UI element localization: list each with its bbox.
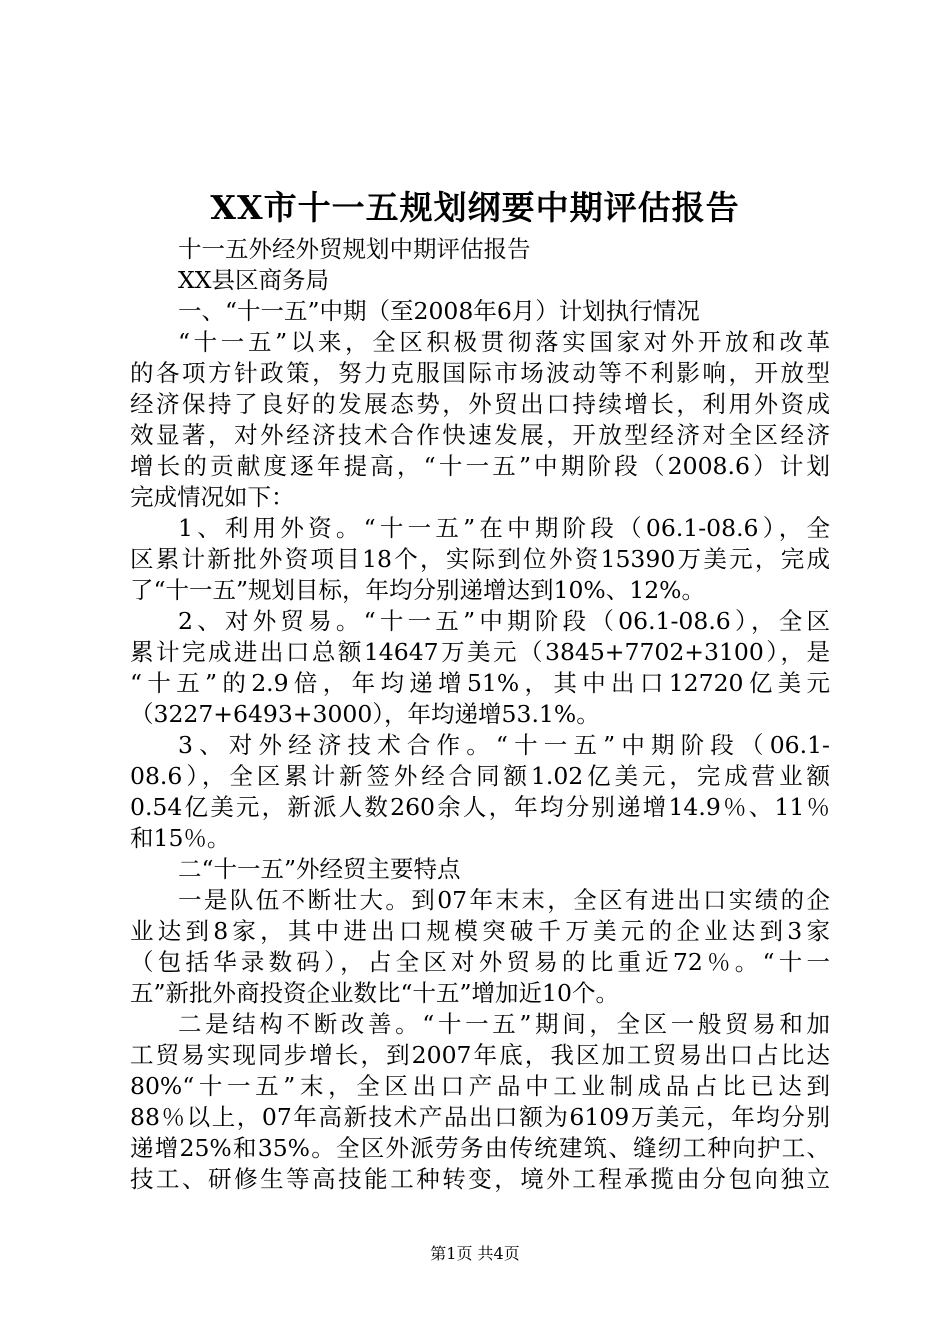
text-line: （包括华录数码），占全区对外贸易的比重近72％。“十一 [130,948,830,976]
text-line: 0.54亿美元，新派人数260余人，年均分别递增14.9％、11％ [130,793,830,821]
text-line: 1、利用外资。“十一五”在中期阶段（06.1-08.6），全 [178,514,830,542]
text-line: 08.6），全区累计新签外经合同额1.02亿美元，完成营业额 [130,762,830,790]
text-line: 二是结构不断改善。“十一五”期间，全区一般贸易和加 [178,1010,830,1038]
text-line: 五”新批外商投资企业数比“十五”增加近10个。 [130,979,619,1007]
text-line: 经济保持了良好的发展态势，外贸出口持续增长，利用外资成 [130,390,830,418]
page-footer: 第1页 共4页 [430,1244,520,1263]
text-line: 2、对外贸易。“十一五”中期阶段（06.1-08.6），全区 [178,607,830,635]
text-line: 和15％。 [130,824,231,852]
text-line: 工贸易实现同步增长，到2007年底，我区加工贸易出口占比达 [130,1041,830,1069]
text-line: 3、对外经济技术合作。“十一五”中期阶段（06.1- [178,731,830,759]
text-line: 累计完成进出口总额14647万美元（3845+7702+3100），是 [130,638,830,666]
text-line: “十一五”以来，全区积极贯彻落实国家对外开放和改革 [178,328,830,356]
text-line: 一是队伍不断壮大。到07年末末，全区有进出口实绩的企 [178,886,830,914]
text-line: 88％以上，07年高新技术产品出口额为6109万美元，年均分别 [130,1103,830,1131]
text-line: 一、“十一五”中期（至2008年6月）计划执行情况 [178,297,700,325]
document-body [130,234,830,1195]
text-line: 了“十一五”规划目标，年均分别递增达到10%、12%。 [130,576,705,604]
text-line: 区累计新批外资项目18个，实际到位外资15390万美元，完成 [130,545,830,573]
text-line: 效显著，对外经济技术合作快速发展，开放型经济对全区经济 [130,421,830,449]
text-line: “十五”的2.9倍，年均递增51%，其中出口12720亿美元 [130,669,830,697]
text-line: 的各项方针政策，努力克服国际市场波动等不利影响，开放型 [130,359,830,387]
text-line: 技工、研修生等高技能工种转变，境外工程承揽由分包向独立 [130,1165,830,1193]
text-line: 二“十一五”外经贸主要特点 [178,855,461,883]
text-line: 业达到8家，其中进出口规模突破千万美元的企业达到3家 [130,917,830,945]
text-line: 十一五外经外贸规划中期评估报告 [178,235,531,263]
text-line: XX县区商务局 [178,266,329,294]
text-line: （3227+6493+3000），年均递增53.1%。 [130,700,600,728]
document-title: XX市十一五规划纲要中期评估报告 [210,188,740,227]
text-line: 增长的贡献度逐年提高，“十一五”中期阶段（2008.6）计划 [130,452,830,480]
text-line: 80%“十一五”末，全区出口产品中工业制成品占比已达到 [130,1072,830,1100]
text-line: 完成情况如下： [130,483,295,511]
text-line: 递增25%和35%。全区外派劳务由传统建筑、缝纫工种向护工、 [130,1134,830,1162]
